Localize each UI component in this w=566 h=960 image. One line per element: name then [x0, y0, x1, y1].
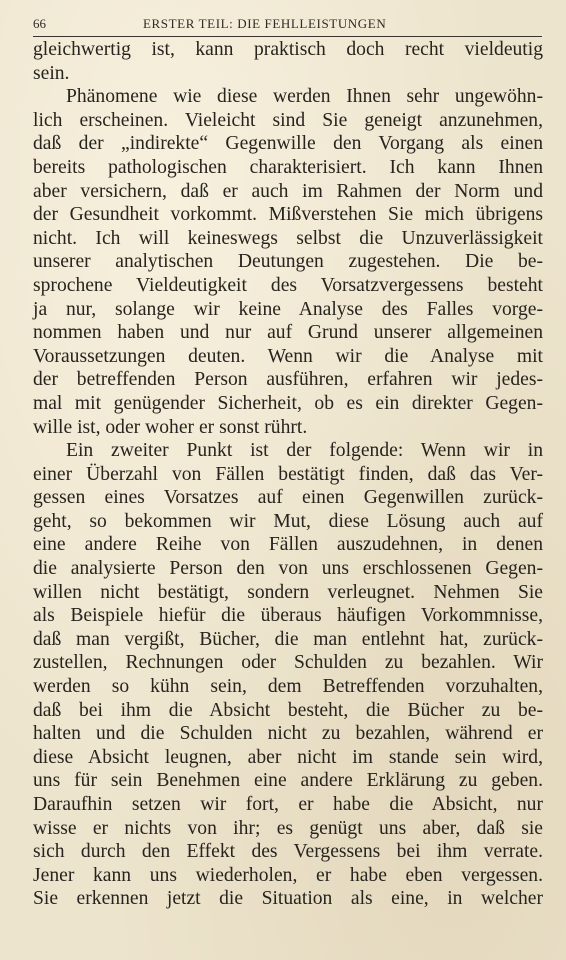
text-line: gleichwertig ist, kann praktisch doch recht vieldeutig: [33, 39, 543, 60]
text-line: Sie erkennen jetzt die Situation als eine, in welcher: [33, 888, 543, 910]
text-line: die analysierte Person den von uns erschlossenen Gegen-: [33, 558, 543, 580]
text-line: als Beispiele hiefür die überaus häufigen Vorkommnisse,: [33, 605, 543, 627]
text-line: Voraussetzungen deuten. Wenn wir die Analyse mit: [33, 345, 543, 367]
text-line: lich erscheinen. Vieleicht sind Sie geneigt anzunehmen,: [33, 109, 543, 131]
text-line: daß der „indirekte“ Gegenwille den Vorgang als einen: [33, 133, 543, 155]
text-line: Daraufhin setzen wir fort, er habe die Absicht, nur: [33, 794, 543, 815]
text-line: willen nicht bestätigt, sondern verleugnet. Nehmen Sie: [33, 581, 543, 603]
text-line: geht, so bekommen wir Mut, diese Lösung auch auf: [33, 510, 543, 532]
page-number: 66: [33, 16, 46, 31]
text-line: aber versichern, daß er auch im Rahmen der Norm und: [33, 180, 543, 202]
page-header: [33, 14, 542, 37]
text-line: werden so kühn sein, dem Betreffenden vorzuhalten,: [33, 676, 543, 698]
text-line: wisse er nichts von ihr; es genügt uns aber, daß sie: [33, 817, 543, 839]
text-line: daß bei ihm die Absicht besteht, die Bücher zu be-: [33, 699, 543, 721]
text-line: nommen haben und nur auf Grund unserer allgemeinen: [33, 322, 543, 344]
text-line: zustellen, Rechnungen oder Schulden zu bezahlen. Wir: [33, 652, 543, 674]
text-line: der Gesundheit vorkommt. Mißverstehen Sie mich übrigens: [33, 204, 543, 226]
text-line: bereits pathologischen charakterisiert. Ich kann Ihnen: [33, 156, 543, 178]
text-line: mal mit genügender Sicherheit, ob es ein direkter Gegen-: [33, 392, 543, 414]
text-line: ja nur, solange wir keine Analyse des Falles vorge-: [33, 298, 543, 320]
text-line: unserer analytischen Deutungen zugestehen. Die be-: [33, 251, 543, 273]
text-line: nicht. Ich will keineswegs selbst die Unzuverlässigkeit: [33, 227, 543, 249]
text-line: Phänomene wie diese werden Ihnen sehr ungewöhn-: [66, 86, 543, 108]
text-line: Jener kann uns wiederholen, er habe eben vergessen.: [33, 864, 543, 886]
text-line: Ein zweiter Punkt ist der folgende: Wenn wir in: [66, 440, 543, 462]
body-text: [33, 38, 543, 911]
text-line: halten und die Schulden nicht zu bezahlen, während er: [33, 723, 543, 745]
text-line: sich durch den Effekt des Vergessens bei ihm verrate.: [33, 841, 543, 863]
text-line: sein.: [33, 62, 70, 84]
text-line: einer Überzahl von Fällen bestätigt finden, daß das Ver-: [33, 463, 543, 485]
text-line: eine andere Reihe von Fällen auszudehnen, in denen: [33, 534, 543, 556]
text-line: uns für sein Benehmen eine andere Erklärung zu geben.: [33, 770, 543, 792]
text-line: sprochene Vieldeutigkeit des Vorsatzvergessens besteht: [33, 274, 543, 296]
text-line: daß man vergißt, Bücher, die man entlehnt hat, zurück-: [33, 628, 543, 650]
text-line: gessen eines Vorsatzes auf einen Gegenwillen zurück-: [33, 487, 543, 509]
text-line: wille ist, oder woher er sonst rührt.: [33, 416, 308, 438]
running-head: ERSTER TEIL: DIE FEHLLEISTUNGEN: [143, 16, 387, 31]
text-line: der betreffenden Person ausführen, erfahren wir jedes-: [33, 369, 543, 391]
text-line: diese Absicht leugnen, aber nicht im stande sein wird,: [33, 746, 543, 768]
